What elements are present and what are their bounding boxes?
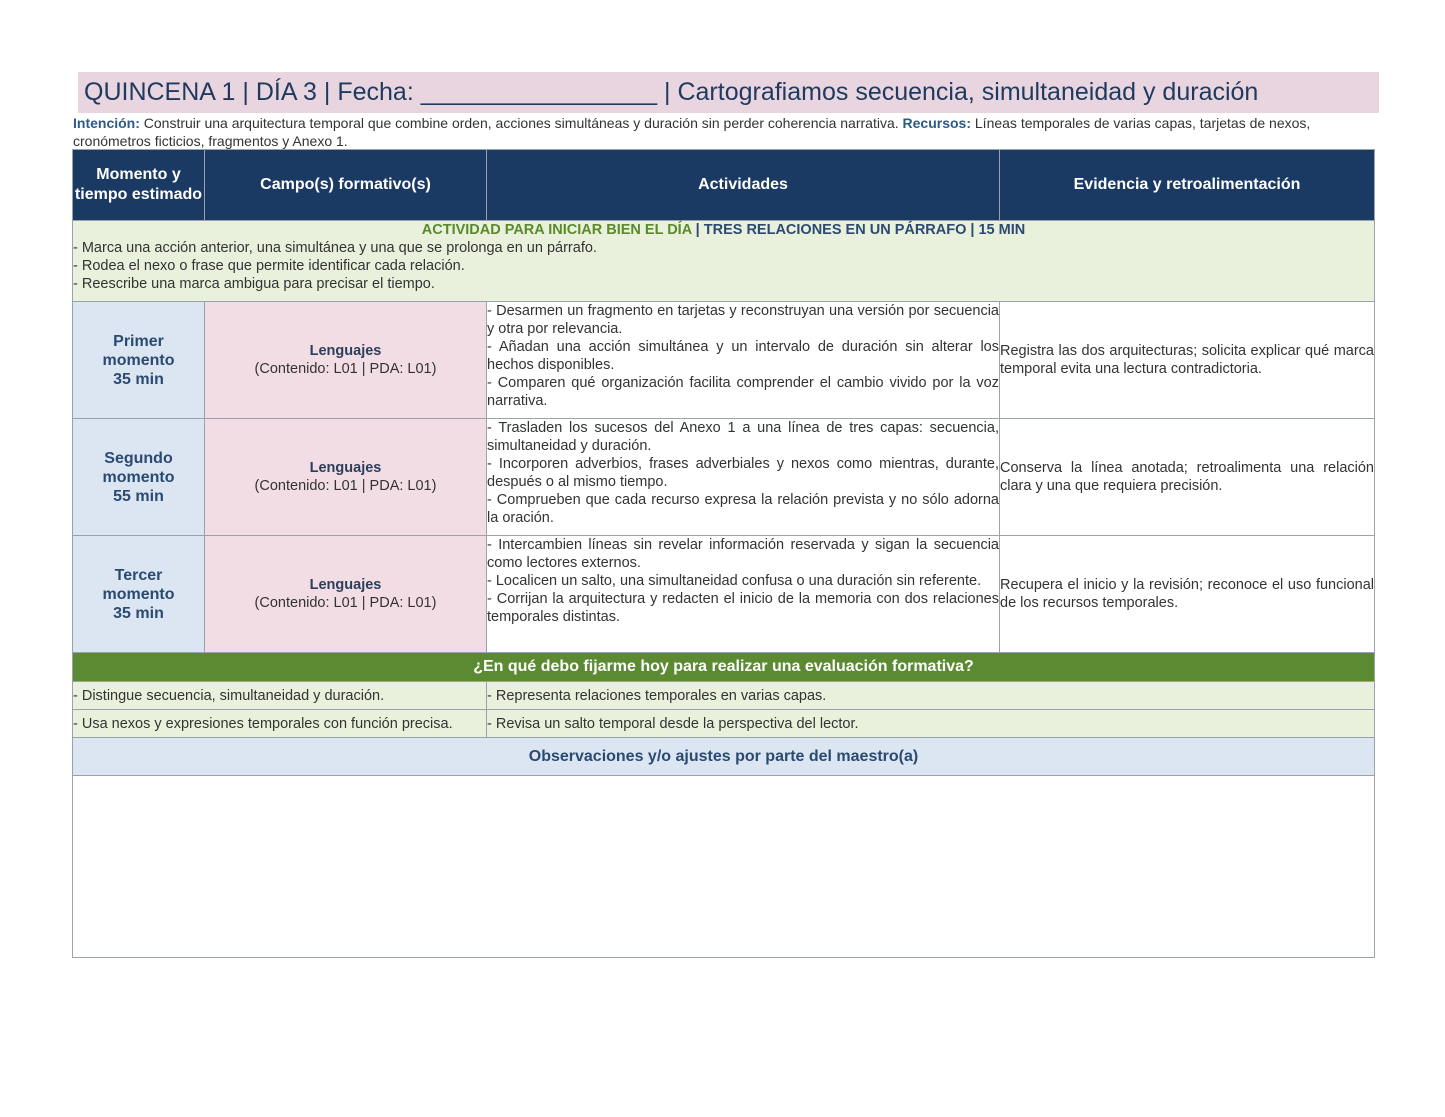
table-row <box>73 536 1375 653</box>
table-row <box>73 302 1375 419</box>
criterion-text: - Representa relaciones temporales en varias capas. <box>487 687 827 704</box>
activity-item: - Corrijan la arquitectura y redacten el inicio de la memoria con dos relaciones temporales distintas. <box>487 591 999 625</box>
evidence-text: Recupera el inicio y la revisión; reconoce el uso funcional de los recursos temporales. <box>1000 577 1374 611</box>
formative-question <box>73 653 1375 682</box>
moment-line: momento <box>102 351 175 369</box>
moment-line: Tercer <box>114 566 163 584</box>
field-content: (Contenido: L01 | PDA: L01) <box>254 595 437 611</box>
moment-line: momento <box>102 468 175 486</box>
moment-cell <box>73 536 205 653</box>
evidence-cell <box>1000 302 1375 419</box>
header-row <box>73 150 1375 221</box>
header-activities <box>487 150 1000 221</box>
moment-line: Primer <box>113 332 164 350</box>
activities-cell <box>487 536 1000 653</box>
intent-label: Intención: <box>73 115 140 131</box>
lesson-plan-table <box>72 149 1375 958</box>
evidence-text: Conserva la línea anotada; retroalimenta una relación clara y una que requiera precisión. <box>1000 460 1374 494</box>
criterion-cell <box>487 682 1375 710</box>
observations-area[interactable] <box>73 776 1375 958</box>
activity-item: - Desarmen un fragmento en tarjetas y reconstruyan una versión por secuencia y otra por relevancia. <box>487 303 999 337</box>
header-field <box>205 150 487 221</box>
formative-question-text: ¿En qué debo fijarme hoy para realizar una evaluación formativa? <box>473 658 974 675</box>
activity-item: - Comprueben que cada recurso expresa la relación prevista y no sólo adorna la oración. <box>487 492 999 526</box>
moment-cell <box>73 302 205 419</box>
moment-time: 55 min <box>113 487 164 505</box>
criterion-text: - Distingue secuencia, simultaneidad y duración. <box>73 687 385 704</box>
field-cell <box>205 302 487 419</box>
observations-title <box>73 738 1375 776</box>
activity-item: - Comparen qué organización facilita comprender el cambio vivido por la voz narrativa. <box>487 375 999 409</box>
header-activities-label: Actividades <box>698 176 788 193</box>
moment-line: momento <box>102 585 175 603</box>
field-cell <box>205 419 487 536</box>
criteria-row <box>73 682 1375 710</box>
warmup-title <box>73 221 1374 239</box>
moment-time: 35 min <box>113 604 164 622</box>
intent-text: Construir una arquitectura temporal que combine orden, acciones simultáneas y duración sin perder coherencia narrativa. <box>139 115 903 131</box>
observations-title-text: Observaciones y/o ajustes por parte del maestro(a) <box>528 747 919 765</box>
activity-item: - Trasladen los sucesos del Anexo 1 a una línea de tres capas: secuencia, simultaneidad y duración. <box>487 420 999 454</box>
warmup-row <box>73 221 1375 302</box>
evidence-cell <box>1000 536 1375 653</box>
observations-body-row <box>73 776 1375 958</box>
moment-cell <box>73 419 205 536</box>
activities-cell <box>487 419 1000 536</box>
field-cell <box>205 536 487 653</box>
header-evidence <box>1000 150 1375 221</box>
warmup-cell <box>73 221 1375 302</box>
field-name: Lenguajes <box>309 343 382 359</box>
header-moment <box>73 150 205 221</box>
activity-item: - Localicen un salto, una simultaneidad confusa o una duración sin referente. <box>487 573 982 589</box>
field-name: Lenguajes <box>309 460 382 476</box>
activities-cell <box>487 302 1000 419</box>
criterion-cell <box>73 682 487 710</box>
criterion-cell <box>487 710 1375 738</box>
activity-item: - Añadan una acción simultánea y un intervalo de duración sin alterar los hechos disponibles. <box>487 339 999 373</box>
criteria-row <box>73 710 1375 738</box>
field-content: (Contenido: L01 | PDA: L01) <box>254 478 437 494</box>
criterion-cell <box>73 710 487 738</box>
warmup-item: - Rodea el nexo o frase que permite identificar cada relación. <box>73 258 465 274</box>
criterion-text: - Revisa un salto temporal desde la perspectiva del lector. <box>487 715 859 732</box>
warmup-title-blue: | TRES RELACIONES EN UN PÁRRAFO | 15 MIN <box>691 222 1026 238</box>
field-content: (Contenido: L01 | PDA: L01) <box>254 361 437 377</box>
page-title: QUINCENA 1 | DÍA 3 | Fecha: _________________ | Cartografiamos secuencia, simultaneidad y duración <box>78 72 1379 113</box>
evidence-cell <box>1000 419 1375 536</box>
header-moment-label: Momento y tiempo estimado <box>74 166 203 203</box>
intent-paragraph <box>73 114 1373 150</box>
moment-time: 35 min <box>113 370 164 388</box>
header-field-label: Campo(s) formativo(s) <box>260 176 431 193</box>
table-row <box>73 419 1375 536</box>
header-evidence-label: Evidencia y retroalimentación <box>1073 176 1301 193</box>
observations-header-row <box>73 738 1375 776</box>
resources-label: Recursos: <box>902 115 971 131</box>
criterion-text: - Usa nexos y expresiones temporales con función precisa. <box>73 715 453 732</box>
moment-line: Segundo <box>104 449 173 467</box>
formative-header-row <box>73 653 1375 682</box>
resources-text: Líneas temporales de varias capas, tarjetas de nexos, cronómetros ficticios, fragmentos y Anexo 1. <box>73 115 1311 149</box>
evidence-text: Registra las dos arquitecturas; solicita explicar qué marca temporal evita una lectura contradictoria. <box>1000 343 1374 377</box>
activity-item: - Incorporen adverbios, frases adverbiales y nexos como mientras, durante, después o al mismo tiempo. <box>487 456 999 490</box>
warmup-title-green: ACTIVIDAD PARA INICIAR BIEN EL DÍA <box>421 222 692 238</box>
warmup-item: - Reescribe una marca ambigua para precisar el tiempo. <box>73 276 435 292</box>
warmup-item: - Marca una acción anterior, una simultánea y una que se prolonga en un párrafo. <box>73 240 597 256</box>
field-name: Lenguajes <box>309 577 382 593</box>
activity-item: - Intercambien líneas sin revelar información reservada y sigan la secuencia como lectores externos. <box>487 537 999 571</box>
